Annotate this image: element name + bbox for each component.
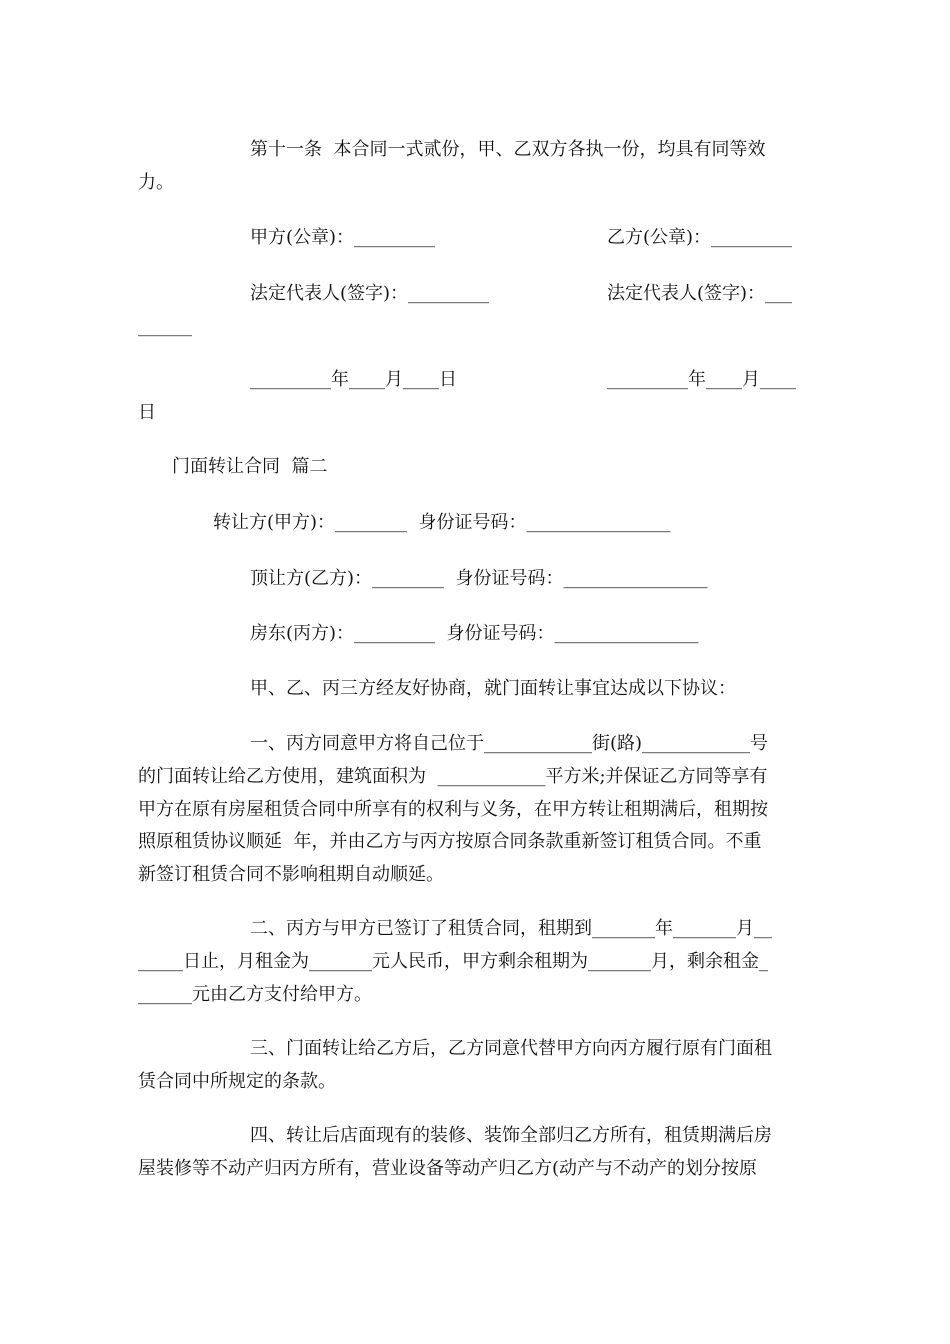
party-a-seal: 甲方(公章)：_________ (250, 227, 436, 248)
clause-1-line-4: 照原租赁协议顺延 年，并由乙方与丙方按原合同条款重新签订租赁合同。不重 (138, 831, 762, 852)
party-a-representative: 法定代表人(签字)：_________ (250, 283, 490, 304)
clause-1-line-2: 的门面转让给乙方使用，建筑面积为 ____________平方米;并保证乙方同等享有 (138, 766, 768, 787)
clause-2-line-2: _____日止，月租金为_______元人民币，甲方剩余租期为_______月，剩余租金_ (138, 951, 768, 972)
transferor-line: 转让方(甲方)：________ 身份证号码：________________ (213, 512, 671, 533)
clause-3-line-1: 三、门面转让给乙方后，乙方同意代替甲方向丙方履行原有门面租 (250, 1038, 772, 1059)
clause-1-line-3: 甲方在原有房屋租赁合同中所享有的权利与义务，在甲方转让租期满后，租期按 (138, 799, 768, 820)
section-title: 门面转让合同 篇二 (172, 456, 328, 477)
party-b-date-continued: 日 (138, 402, 156, 423)
clause-1-line-1: 一、丙方同意甲方将自己位于____________街(路)____________号 (250, 733, 769, 754)
transferee-line: 顶让方(乙方)：________ 身份证号码：________________ (250, 568, 708, 589)
landlord-line: 房东(丙方)：_________ 身份证号码：________________ (250, 623, 699, 644)
agreement-intro: 甲、乙、丙三方经友好协商，就门面转让事宜达成以下协议： (250, 678, 736, 699)
article-11-line-2: 力。 (138, 172, 174, 193)
clause-3-line-2: 赁合同中所规定的条款。 (138, 1071, 336, 1092)
party-a-date: _________年____月____日 (250, 369, 457, 390)
article-11-line-1: 第十一条 本合同一式贰份，甲、乙双方各执一份，均具有同等效 (250, 139, 766, 160)
clause-2-line-3: ______元由乙方支付给甲方。 (138, 984, 372, 1005)
clause-2-line-1: 二、丙方与甲方已签订了租赁合同，租期到_______年_______月__ (250, 918, 772, 939)
party-b-date: _________年____月____ (607, 369, 796, 390)
clause-1-line-5: 新签订租赁合同不影响租期自动顺延。 (138, 864, 444, 885)
party-b-representative-continued: ______ (138, 316, 192, 337)
clause-4-line-1: 四、转让后店面现有的装修、装饰全部归乙方所有，租赁期满后房 (250, 1125, 772, 1146)
clause-4-line-2: 屋装修等不动产归丙方所有，营业设备等动产归乙方(动产与不动产的划分按原 (138, 1158, 758, 1179)
party-b-seal: 乙方(公章)：_________ (607, 227, 793, 248)
party-b-representative: 法定代表人(签字)：___ (607, 283, 793, 304)
